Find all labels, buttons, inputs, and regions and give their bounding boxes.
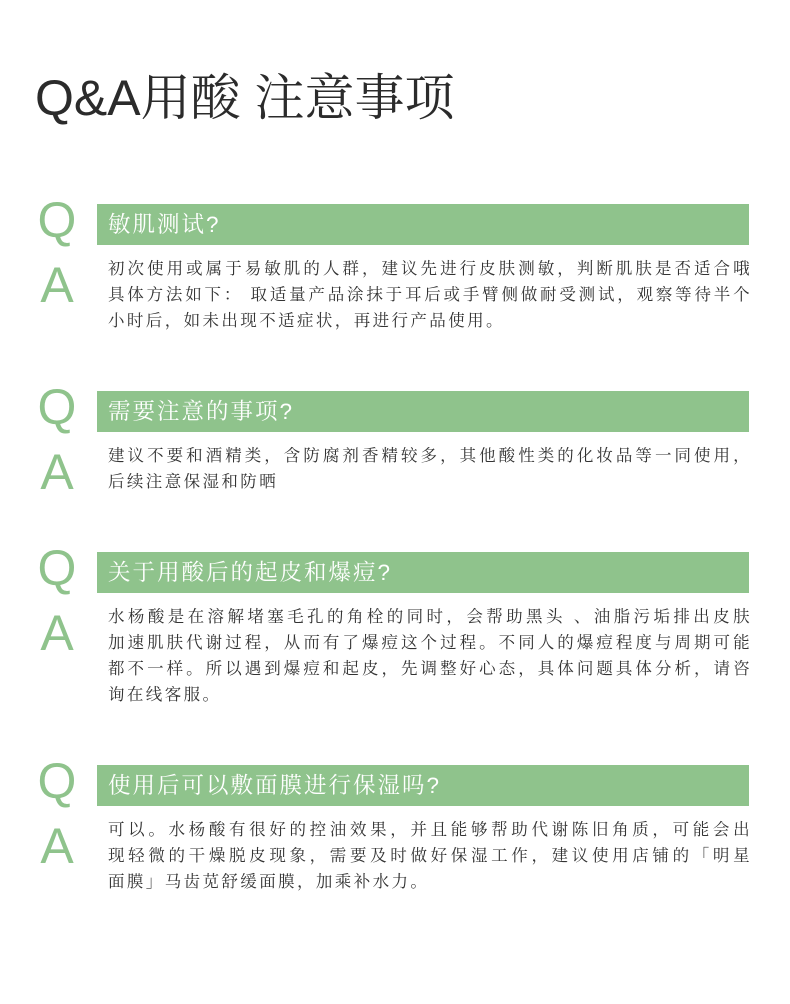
qa-item-sensitive-skin-test: [0, 192, 790, 344]
question-bar: [97, 765, 749, 806]
answer-text: [108, 443, 752, 495]
answer-line: 小时后，如未出现不适症状，再进行产品使用。: [108, 312, 505, 330]
question-text: 关于用酸后的起皮和爆痘?: [108, 560, 393, 585]
answer-line: 建议不要和酒精类，含防腐剂香精较多，其他酸性类的化妆品等一同使用，: [108, 447, 752, 465]
question-bar: [97, 391, 749, 432]
question-marker: Q: [37, 379, 77, 435]
qa-item-peeling-and-breakouts: [0, 540, 790, 704]
question-text: 需要注意的事项?: [108, 399, 295, 424]
question-bar: [97, 204, 749, 245]
answer-line: 加速肌肤代谢过程，从而有了爆痘这个过程。不同人的爆痘程度与周期可能: [108, 634, 752, 652]
page-title: Q&A用酸 注意事项: [35, 70, 455, 126]
qa-item-precautions: [0, 379, 790, 531]
question-marker: Q: [37, 192, 77, 248]
question-marker: Q: [37, 540, 77, 596]
answer-text: [108, 256, 752, 334]
answer-marker: A: [40, 444, 74, 500]
question-bar: [97, 552, 749, 593]
answer-marker: A: [40, 257, 74, 313]
answer-line: 都不一样。所以遇到爆痘和起皮，先调整好心态，具体问题具体分析，请咨: [108, 660, 752, 678]
question-marker: Q: [37, 753, 77, 809]
question-text: 使用后可以敷面膜进行保湿吗?: [108, 773, 442, 798]
answer-line: 具体方法如下： 取适量产品涂抹于耳后或手臂侧做耐受测试，观察等待半个: [108, 286, 752, 304]
answer-text: [108, 604, 752, 708]
qa-item-face-mask: [0, 753, 790, 905]
answer-line: 后续注意保湿和防晒: [108, 473, 279, 491]
answer-line: 可以。水杨酸有很好的控油效果，并且能够帮助代谢陈旧角质，可能会出: [108, 821, 752, 839]
answer-line: 初次使用或属于易敏肌的人群，建议先进行皮肤测敏，判断肌肤是否适合哦: [108, 260, 752, 278]
answer-line: 现轻微的干燥脱皮现象，需要及时做好保湿工作，建议使用店铺的「明星: [108, 847, 752, 865]
answer-text: [108, 817, 752, 895]
answer-marker: A: [40, 605, 74, 661]
answer-line: 水杨酸是在溶解堵塞毛孔的角栓的同时，会帮助黑头 、油脂污垢排出皮肤: [108, 608, 752, 626]
answer-line: 面膜」马齿苋舒缓面膜，加乘补水力。: [108, 873, 430, 891]
answer-line: 询在线客服。: [108, 686, 222, 704]
answer-marker: A: [40, 818, 74, 874]
question-text: 敏肌测试?: [108, 212, 221, 237]
